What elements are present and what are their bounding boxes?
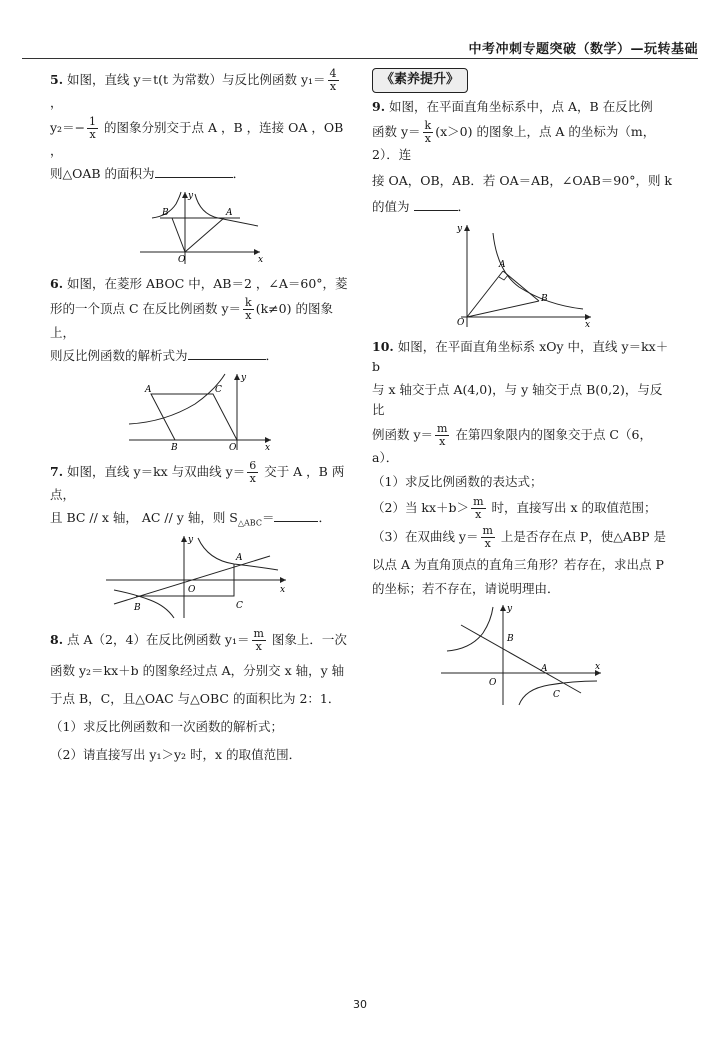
q10-text-1: 如图，在平面直角坐标系 xOy 中，直线 y＝kx＋b [372,338,669,374]
q9-fig-a: A [499,259,506,270]
q9-text-5: 的值为 [372,198,410,214]
q10-fig-c: C [553,689,560,700]
header-rule [22,58,698,59]
q6-frac-den: x [245,309,252,323]
q9-figure [447,221,597,329]
q5-text-5: 则△OAB 的面积为 [50,166,155,182]
q8-sub-2: （2）请直接写出 y₁＞y₂ 时，x 的取值范围． [50,747,302,763]
q6-answer-blank [188,347,266,360]
q5-text-1: 如图，直线 y＝t(t 为常数）与反比例函数 y₁＝ [67,72,326,88]
q6-fraction [243,297,254,322]
right-column [372,68,672,711]
q9-text-4: 接 OA，OB，AB．若 OA＝AB，∠OAB＝90°，则 k [372,172,672,188]
q7-frac-den: x [249,471,256,485]
q10-text-3: 例函数 y＝ [372,427,434,443]
question-8 [50,628,350,765]
q8-frac-num: m [253,627,264,641]
q10-sub-5: 的坐标；若不存在，请说明理由． [372,580,560,596]
q10-sub-1: （1）求反比例函数的表达式； [372,474,543,490]
q5-text-4: 的图象分别交于点 A ，B ，连接 OA ，OB ， [50,120,344,159]
q10-frac-den: x [439,435,446,449]
q8-text-2: 图象上．一次 [267,632,347,648]
q10-fig-x: x [595,661,601,672]
q10-sub3-den: x [484,537,491,551]
q5-frac1-den: x [329,80,337,94]
q5-answer-blank [155,165,233,178]
q7-text-4: ＝ [261,509,275,525]
q10-sub2-den: x [475,508,482,522]
q9-text-1: 如图，在平面直角坐标系中，点 A，B 在反比例 [389,98,653,114]
q6-text-2: 形的一个顶点 C 在反比例函数 y＝ [50,301,242,317]
q7-text-5: ． [318,509,331,525]
q5-text-6: ． [232,166,246,182]
q5-fig-b: B [162,208,169,219]
q7-text-1: 如图，直线 y＝kx 与双曲线 y＝ [67,463,246,479]
left-column [50,68,350,768]
q7-text-2: 交于 A ，B 两点， [50,463,345,502]
q6-fig-b: B [171,442,178,452]
q9-answer-blank [414,198,458,211]
q5-fig-x: x [258,255,264,266]
q9-text-6: ． [457,198,471,214]
q10-number: 10. [372,338,394,354]
question-6 [50,274,350,451]
question-5 [50,68,350,266]
q7-fig-o: O [188,585,196,596]
q7-figure [100,534,300,620]
q10-fig-y: y [507,603,513,614]
q6-fig-a: A [145,384,152,395]
page-header: 中考冲刺专题突破（数学）—玩转基础 [468,42,698,57]
q10-figure [437,603,607,707]
q6-fig-x: x [265,442,271,452]
q8-text-1: 点 A（2，4）在反比例函数 y₁＝ [67,632,250,648]
q9-frac-num: k [424,118,432,132]
q6-fig-c: C [215,384,222,395]
q9-fig-x: x [585,319,591,329]
q10-sub-4: 以点 A 为直角顶点的直角三角形？若存在，求出点 P [372,556,664,572]
q5-text-2: ， [50,95,63,111]
q10-fig-a: A [541,663,548,674]
q6-fig-y: y [241,372,247,383]
q10-fraction [435,423,449,448]
q7-fig-y: y [188,535,194,546]
question-7 [50,460,350,620]
q10-sub-2a: （2）当 kx＋b＞ [372,500,470,516]
q10-sub-2b: 时，直接写出 x 的取值范围； [487,500,657,516]
q8-sub-1: （1）求反比例函数和一次函数的解析式； [50,719,283,735]
q7-fig-c: C [236,601,243,612]
q10-sub3-num: m [482,524,493,538]
q10-sub2-fraction [471,496,485,521]
q10-fig-o: O [489,677,497,688]
q6-frac-num: k [245,296,252,310]
q5-fig-o: O [178,255,186,266]
q9-fig-o: O [457,317,465,328]
q9-text-2: 函数 y＝ [372,123,421,139]
q8-text-4: 于点 B，C，且△OAC 与△OBC 的面积比为 2：1． [50,691,341,707]
question-9 [372,97,672,329]
q5-text-3: y₂＝− [50,120,86,136]
q10-frac-num: m [437,421,448,435]
q6-figure [125,370,275,452]
q6-text-4: 则反比例函数的解析式为 [50,347,188,363]
q7-frac-num: 6 [249,458,257,472]
q10-sub-3a: （3）在双曲线 y＝ [372,529,479,545]
q10-text-4: 在第四象限内的图象交于点 C（6，a）． [372,427,652,466]
q5-frac2-den: x [89,128,96,142]
q9-fig-y: y [457,223,463,234]
q6-text-5: ． [265,347,279,363]
q7-answer-blank [274,509,318,522]
q7-fraction [247,460,258,485]
q10-text-2: 与 x 轴交于点 A(4,0)，与 y 轴交于点 B(0,2)，与反比 [372,381,663,417]
q6-text-3: (k≠0) 的图象上， [50,301,333,340]
q10-sub3-fraction [481,525,495,550]
q9-fraction [423,120,434,145]
q6-fig-o: O [229,442,237,452]
q7-fig-b: B [134,603,141,614]
q5-fraction-1 [328,68,339,93]
q9-fig-b: B [541,293,548,304]
q5-fig-a: A [226,208,233,219]
q6-number: 6. [50,276,64,292]
q7-text-3: 且 BC // x 轴， AC // y 轴，则 S [50,509,238,525]
q8-text-3: 函数 y₂＝kx＋b 的图象经过点 A，分别交 x 轴，y 轴 [50,663,345,679]
page-number: 30 [353,998,367,1011]
q7-fig-a: A [236,553,243,564]
q8-frac-den: x [255,640,262,654]
q7-subscript: △ABC [237,518,262,528]
question-10 [372,337,672,707]
q10-sub-3b: 上是否存在点 P，使△ABP 是 [496,529,667,545]
q5-fraction-2 [87,116,98,141]
q7-number: 7. [50,463,64,479]
q5-frac1-num: 4 [329,67,337,80]
q5-figure [130,188,270,266]
q10-fig-b: B [507,633,514,644]
section-tag: 《素养提升》 [372,68,468,93]
q5-number: 5. [50,72,64,88]
q9-text-3: (x＞0) 的图象上，点 A 的坐标为（m，2）．连 [372,123,656,162]
q8-fraction [252,628,266,653]
q9-frac-den: x [424,131,431,145]
q5-frac2-num: 1 [89,115,97,129]
q8-number: 8. [50,632,64,648]
q10-sub2-num: m [473,495,484,509]
q7-fig-x: x [280,585,286,596]
q6-text-1: 如图，在菱形 ABOC 中，AB＝2 ，∠A＝60°，菱 [67,276,348,292]
q5-fig-y: y [188,191,194,202]
q9-number: 9. [372,98,386,114]
